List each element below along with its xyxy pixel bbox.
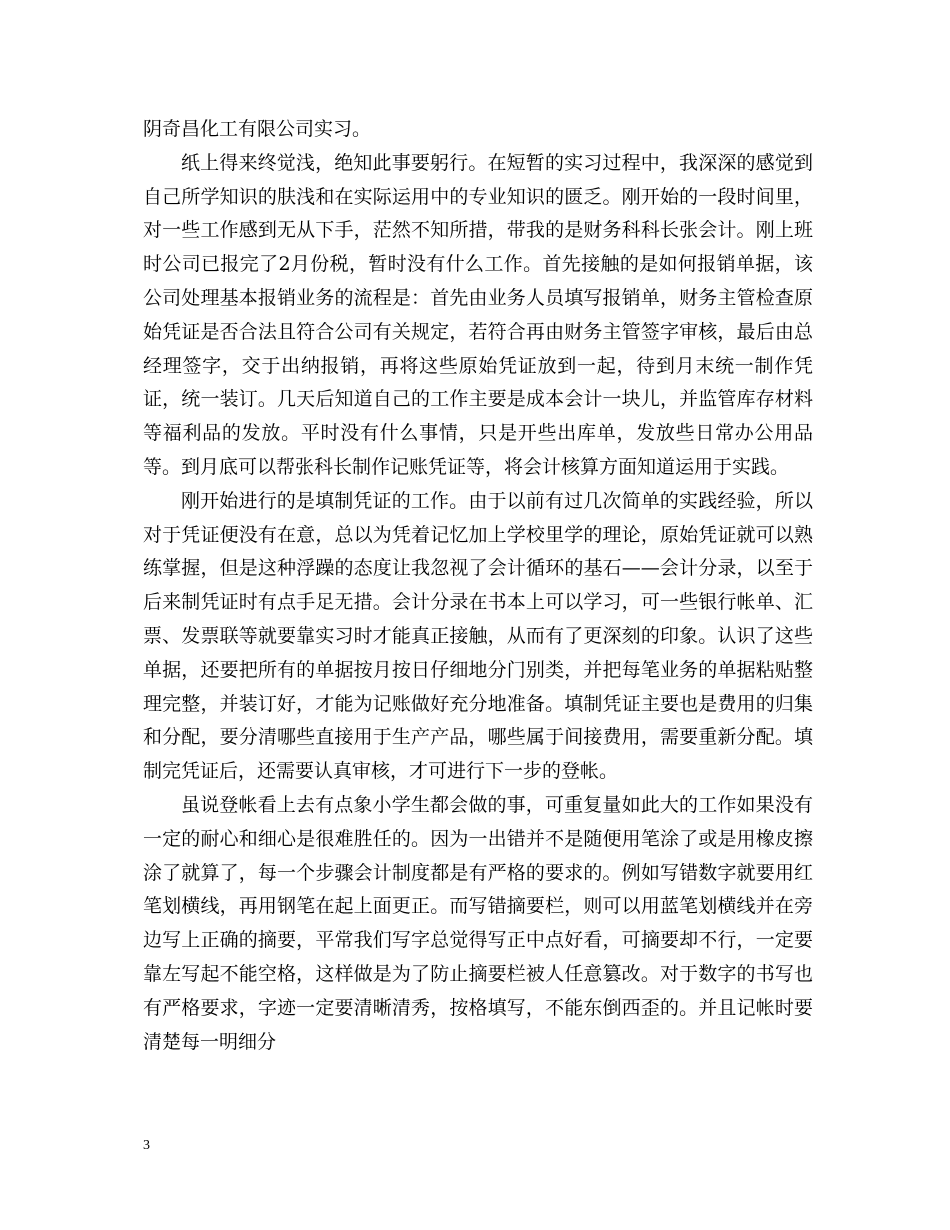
paragraph: 纸上得来终觉浅，绝知此事要躬行。在短暂的实习过程中，我深深的感觉到自己所学知识的肤浅和在实际运用中的专业知识的匮乏。刚开始的一段时间里，对一些工作感到无从下手，茫然不知所措，带我的是财务科科长张会计。刚上班时公司已报完了2月份税，暂时没有什么工作。首先接触的是如何报销单据，该公司处理基本报销业务的流程是：首先由业务人员填写报销单，财务主管检查原始凭证是否合法且符合公司有关规定，若符合再由财务主管签字审核，最后由总经理签字，交于出纳报销，再将这些原始凭证放到一起，待到月末统一制作凭证，统一装订。几天后知道自己的工作主要是成本会计一块儿，并监管库存材料等福利品的发放。平时没有什么事情，只是开些出库单，发放些日常办公用品等。到月底可以帮张科长制作记账凭证等，将会计核算方面知道运用于实践。 xyxy=(143,151,813,478)
document-body xyxy=(143,113,813,1059)
paragraph: 刚开始进行的是填制凭证的工作。由于以前有过几次简单的实践经验，所以对于凭证便没有在意，总以为凭着记忆加上学校里学的理论，原始凭证就可以熟练掌握，但是这种浮躁的态度让我忽视了会计循环的基石——会计分录，以至于后来制凭证时有点手足无措。会计分录在书本上可以学习，可一些银行帐单、汇票、发票联等就要靠实习时才能真正接触，从而有了更深刻的印象。认识了这些单据，还要把所有的单据按月按日仔细地分门别类，并把每笔业务的单据粘贴整理完整，并装订好，才能为记账做好充分地准备。填制凭证主要也是费用的归集和分配，要分清哪些直接用于生产产品，哪些属于间接费用，需要重新分配。填制完凭证后，还需要认真审核，才可进行下一步的登帐。 xyxy=(143,489,813,783)
paragraph-continuation: 阴奇昌化工有限公司实习。 xyxy=(143,118,372,140)
paragraph: 虽说登帐看上去有点象小学生都会做的事，可重复量如此大的工作如果没有一定的耐心和细心是很难胜任的。因为一出错并不是随便用笔涂了或是用橡皮擦涂了就算了，每一个步骤会计制度都是有严格的要求的。例如写错数字就要用红笔划横线，再用钢笔在起上面更正。而写错摘要栏，则可以用蓝笔划横线并在旁边写上正确的摘要，平常我们写字总觉得写正中点好看，可摘要却不行，一定要靠左写起不能空格，这样做是为了防止摘要栏被人任意篡改。对于数字的书写也有严格要求，字迹一定要清晰清秀，按格填写，不能东倒西歪的。并且记帐时要清楚每一明细分 xyxy=(143,793,813,1053)
page-number: 3 xyxy=(143,1138,150,1153)
